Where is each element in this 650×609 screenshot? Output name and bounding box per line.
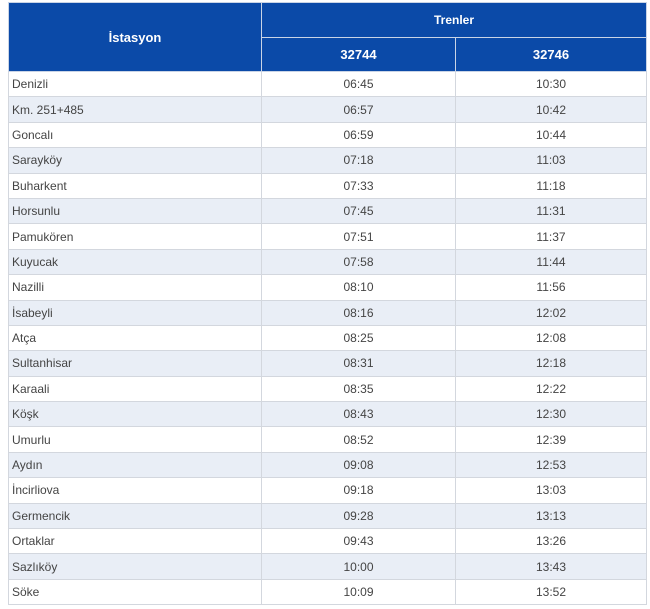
departure-time-cell: 07:51 [262,224,456,249]
station-column-header: İstasyon [9,3,262,72]
table-row [9,198,647,223]
departure-time-cell: 06:59 [262,122,456,147]
departure-time-cell: 11:31 [456,198,647,223]
station-name-cell: Söke [9,579,262,604]
departure-time-cell: 13:26 [456,529,647,554]
departure-time-cell: 08:25 [262,325,456,350]
departure-time-cell: 08:16 [262,300,456,325]
departure-time-cell: 08:35 [262,376,456,401]
station-name-cell: Ortaklar [9,529,262,554]
table-row [9,148,647,173]
departure-time-cell: 09:08 [262,452,456,477]
departure-time-cell: 12:22 [456,376,647,401]
station-name-cell: Sarayköy [9,148,262,173]
departure-time-cell: 11:56 [456,275,647,300]
departure-time-cell: 11:03 [456,148,647,173]
departure-time-cell: 12:53 [456,452,647,477]
departure-time-cell: 10:42 [456,97,647,122]
train-timetable [8,2,647,605]
table-row [9,173,647,198]
departure-time-cell: 06:45 [262,72,456,97]
table-row [9,579,647,604]
table-row [9,351,647,376]
station-name-cell: Goncalı [9,122,262,147]
timetable-body [9,72,647,605]
departure-time-cell: 11:44 [456,249,647,274]
departure-time-cell: 10:09 [262,579,456,604]
departure-time-cell: 09:43 [262,529,456,554]
table-row [9,300,647,325]
departure-time-cell: 09:28 [262,503,456,528]
station-name-cell: Pamukören [9,224,262,249]
table-row [9,224,647,249]
departure-time-cell: 13:52 [456,579,647,604]
station-name-cell: Kuyucak [9,249,262,274]
station-name-cell: Köşk [9,402,262,427]
station-name-cell: Denizli [9,72,262,97]
table-row [9,72,647,97]
station-name-cell: Sultanhisar [9,351,262,376]
departure-time-cell: 12:08 [456,325,647,350]
table-row [9,478,647,503]
table-row [9,529,647,554]
departure-time-cell: 12:39 [456,427,647,452]
station-name-cell: İncirliova [9,478,262,503]
table-row [9,122,647,147]
departure-time-cell: 08:52 [262,427,456,452]
departure-time-cell: 07:45 [262,198,456,223]
departure-time-cell: 12:02 [456,300,647,325]
departure-time-cell: 07:58 [262,249,456,274]
departure-time-cell: 10:00 [262,554,456,579]
table-row [9,452,647,477]
train-number-header: 32744 [262,38,456,72]
train-number-header: 32746 [456,38,647,72]
table-row [9,325,647,350]
table-row [9,554,647,579]
table-row [9,249,647,274]
departure-time-cell: 08:31 [262,351,456,376]
departure-time-cell: 08:10 [262,275,456,300]
station-name-cell: Atça [9,325,262,350]
table-row [9,275,647,300]
departure-time-cell: 13:03 [456,478,647,503]
departure-time-cell: 13:13 [456,503,647,528]
departure-time-cell: 07:18 [262,148,456,173]
departure-time-cell: 11:18 [456,173,647,198]
station-name-cell: Karaali [9,376,262,401]
timetable-header [9,3,647,72]
table-row [9,97,647,122]
trains-group-header: Trenler [262,3,647,38]
departure-time-cell: 13:43 [456,554,647,579]
table-row [9,503,647,528]
timetable-container [8,2,646,605]
station-name-cell: Horsunlu [9,198,262,223]
departure-time-cell: 12:18 [456,351,647,376]
station-name-cell: Buharkent [9,173,262,198]
station-name-cell: Km. 251+485 [9,97,262,122]
departure-time-cell: 11:37 [456,224,647,249]
departure-time-cell: 12:30 [456,402,647,427]
station-name-cell: Umurlu [9,427,262,452]
table-row [9,427,647,452]
departure-time-cell: 08:43 [262,402,456,427]
departure-time-cell: 07:33 [262,173,456,198]
table-row [9,376,647,401]
departure-time-cell: 10:44 [456,122,647,147]
departure-time-cell: 10:30 [456,72,647,97]
station-name-cell: Nazilli [9,275,262,300]
table-row [9,402,647,427]
station-name-cell: Aydın [9,452,262,477]
station-name-cell: Germencik [9,503,262,528]
departure-time-cell: 09:18 [262,478,456,503]
station-name-cell: Sazlıköy [9,554,262,579]
departure-time-cell: 06:57 [262,97,456,122]
station-name-cell: İsabeyli [9,300,262,325]
